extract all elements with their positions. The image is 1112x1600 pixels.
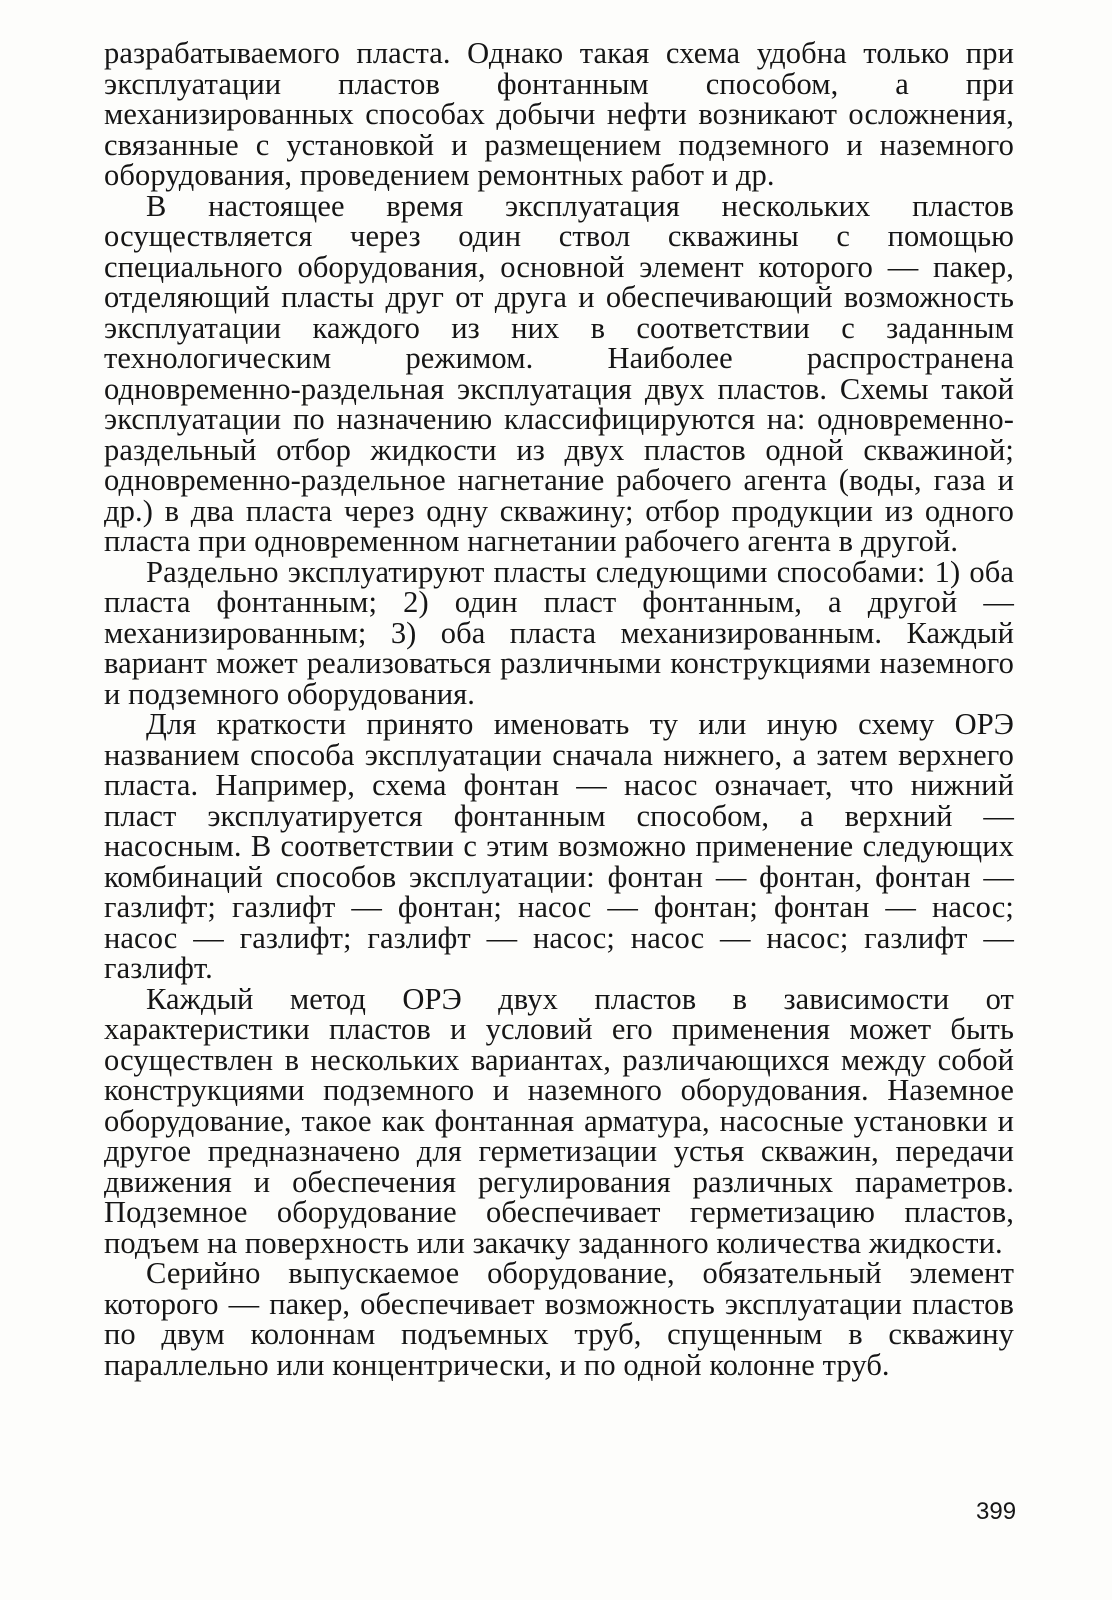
paragraph-ore-variants: Каждый метод ОРЭ двух пластов в зависимости от характеристики пластов и условий его применения может быть осуществлен в нескольких вариантах, различающихся между собой конструкциями подземного и наземного оборудования. Наземное оборудование, такое как фонтанная арматура, насосные установки и другое предназначено для герметизации устья скважин, передачи движения и обеспечения регулирования различных параметров. Подземное оборудование обеспечивает герметизацию пластов, подъем на поверхность или закачку заданного количества жидкости. (104, 981, 1014, 1260)
paragraph-exploitation-methods: Раздельно эксплуатируют пласты следующими способами: 1) оба пласта фонтанным; 2) один пласт фонтанным, а другой — механизированным; 3) оба пласта механизированным. Каждый вариант может реализоваться различными конструкциями наземного и подземного оборудования. (104, 554, 1014, 711)
text-body (104, 38, 1014, 1380)
page-number: 399 (976, 1498, 1017, 1525)
paragraph-continuation: разрабатываемого пласта. Однако такая схема удобна только при эксплуатации пластов фонтанным способом, а при механизированных способах добычи нефти возникают осложнения, связанные с установкой и размещением подземного и наземного оборудования, проведением ремонтных работ и др. (104, 36, 1014, 192)
paragraph-serial-equipment: Серийно выпускаемое оборудование, обязательный элемент которого — пакер, обеспечивает возможность эксплуатации пластов по двум колоннам подъемных труб, спущенным в скважину параллельно или концентрически, и по одной колонне труб. (104, 1256, 1014, 1382)
paragraph-multi-layer-exploitation: В настоящее время эксплуатация нескольких пластов осуществляется через один ствол скважины с помощью специального оборудования, основной элемент которого — пакер, отделяющий пласты друг от друга и обеспечивающий возможность эксплуатации каждого из них в соответствии с заданным технологическим режимом. Наиболее распространена одновременно-раздельная эксплуатация двух пластов. Схемы такой эксплуатации по назначению классифицируются на: одновременно-раздельный отбор жидкости из двух пластов одной скважиной; одновременно-раздельное нагнетание рабочего агента (воды, газа и др.) в два пласта через одну скважину; отбор продукции из одного пласта при одновременном нагнетании рабочего агента в другой. (104, 188, 1014, 558)
paragraph-scheme-naming: Для краткости принято именовать ту или иную схему ОРЭ названием способа эксплуатации сначала нижнего, а затем верхнего пласта. Например, схема фонтан — насос означает, что нижний пласт эксплуатируется фонтанным способом, а верхний — насосным. В соответствии с этим возможно применение следующих комбинаций способов эксплуатации: фонтан — фонтан, фонтан — газлифт; газлифт — фонтан; насос — фонтан; фонтан — насос; насос — газлифт; газлифт — насос; насос — насос; газлифт — газлифт. (104, 707, 1014, 985)
